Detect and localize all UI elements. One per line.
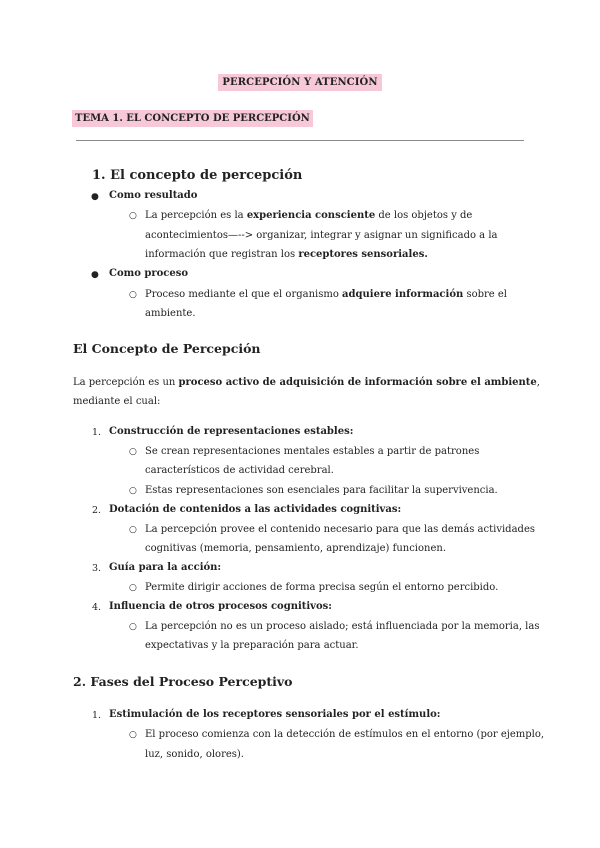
- list-number: 3.: [92, 563, 102, 574]
- paragraph-line: cognitivas (memoria, pensamiento, aprendizaje) funcionen.: [145, 543, 447, 554]
- list-number: 2.: [92, 505, 102, 516]
- list-item-title: Dotación de contenidos a las actividades cognitivas:: [109, 504, 402, 515]
- horizontal-rule: [76, 140, 524, 141]
- paragraph-line: luz, sonido, olores).: [145, 749, 244, 760]
- paragraph-line: Proceso mediante el que el organismo adquiere información sobre el: [145, 289, 507, 300]
- paragraph-line: expectativas y la preparación para actuar.: [145, 640, 359, 651]
- list-number: 4.: [92, 602, 102, 613]
- list-item-title: Estimulación de los receptores sensoriales por el estímulo:: [109, 709, 441, 720]
- paragraph-line: información que registran los receptores sensoriales.: [145, 249, 428, 260]
- paragraph-line: La percepción es la experiencia consciente de los objetos y de: [145, 210, 473, 221]
- list-item-title: Influencia de otros procesos cognitivos:: [109, 601, 332, 612]
- section-2-heading: El Concepto de Percepción: [73, 341, 261, 356]
- document-title-wrap: [0, 70, 600, 91]
- list-item-label: Como resultado: [109, 190, 198, 201]
- list-number: 1.: [92, 427, 102, 438]
- paragraph-line: Estas representaciones son esenciales para facilitar la supervivencia.: [145, 485, 498, 496]
- circle-bullet-icon: ○: [129, 583, 137, 593]
- paragraph-line: mediante el cual:: [73, 396, 161, 407]
- paragraph-line: La percepción no es un proceso aislado; está influenciada por la memoria, las: [145, 621, 540, 632]
- list-item-label: Como proceso: [109, 268, 189, 279]
- circle-bullet-icon: ○: [129, 730, 137, 740]
- circle-bullet-icon: ○: [129, 211, 137, 221]
- paragraph-line: La percepción provee el contenido necesario para que las demás actividades: [145, 524, 535, 535]
- circle-bullet-icon: ○: [129, 290, 137, 300]
- bullet-icon: ●: [91, 270, 99, 280]
- circle-bullet-icon: ○: [129, 486, 137, 496]
- section-3-heading: 2. Fases del Proceso Perceptivo: [73, 674, 293, 689]
- paragraph-line: característicos de actividad cerebral.: [145, 465, 334, 476]
- paragraph-line: Se crean representaciones mentales estables a partir de patrones: [145, 446, 480, 457]
- list-number: 1.: [92, 710, 102, 721]
- section-1-heading: 1. El concepto de percepción: [92, 168, 303, 183]
- paragraph-line: acontecimientos—--> organizar, integrar y asignar un significado a la: [145, 230, 498, 241]
- paragraph-line: Permite dirigir acciones de forma precisa según el entorno percibido.: [145, 582, 499, 593]
- list-item-title: Construcción de representaciones estables:: [109, 426, 354, 437]
- paragraph-line: ambiente.: [145, 308, 196, 319]
- circle-bullet-icon: ○: [129, 622, 137, 632]
- list-item-title: Guía para la acción:: [109, 562, 222, 573]
- bullet-icon: ●: [91, 192, 99, 202]
- circle-bullet-icon: ○: [129, 447, 137, 457]
- document-title: PERCEPCIÓN Y ATENCIÓN: [218, 74, 381, 91]
- paragraph-line: El proceso comienza con la detección de estímulos en el entorno (por ejemplo,: [145, 729, 545, 740]
- tema-heading: TEMA 1. EL CONCEPTO DE PERCEPCIÓN: [72, 110, 313, 127]
- paragraph-line: La percepción es un proceso activo de adquisición de información sobre el ambiente,: [73, 377, 540, 388]
- circle-bullet-icon: ○: [129, 525, 137, 535]
